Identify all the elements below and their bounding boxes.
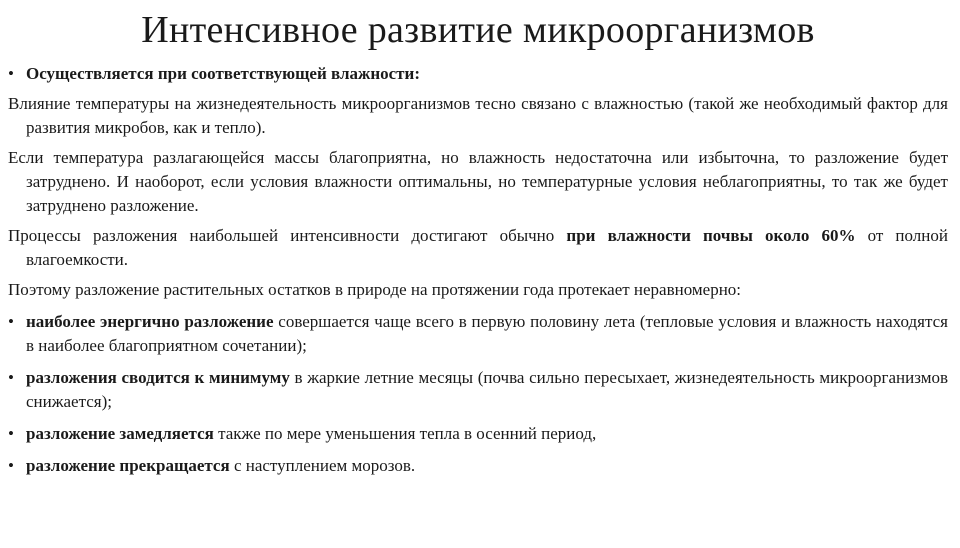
bullet-item-3-text: также по мере уменьшения тепла в осенний период, — [213, 424, 597, 443]
bullet-mark: • — [8, 312, 14, 331]
bullet-item-2-text: в жаркие летние месяцы (почва сильно пересыхает, жизнедеятельность микроорганизмов снижается); — [26, 368, 948, 411]
paragraph-intensity-bold: при влажности почвы около 60% — [566, 226, 856, 245]
bullet-item-1-text: совершается чаще всего в первую половину лета (тепловые условия и влажность находятся в наиболее благоприятном сочетании); — [26, 312, 948, 355]
bullet-item-4 — [8, 454, 948, 478]
intro-bullet — [8, 62, 948, 86]
bullet-item-1-bold: наиболее энергично разложение — [26, 312, 274, 331]
bullet-item-2 — [8, 366, 948, 414]
bullet-item-2-bold: разложения сводится к минимуму — [26, 368, 290, 387]
intro-bold-text: Осуществляется при соответствующей влажности: — [26, 64, 420, 83]
bullet-mark: • — [8, 456, 14, 475]
bullet-mark: • — [8, 424, 14, 443]
bullet-item-1 — [8, 310, 948, 358]
bullet-mark: • — [8, 368, 14, 387]
bullet-item-3-bold: разложение замедляется — [26, 424, 214, 443]
slide — [0, 8, 960, 548]
paragraph-intensity — [8, 224, 948, 272]
paragraph-decomposition-conditions: Если температура разлагающейся массы благоприятна, но влажность недостаточна или избыточна, то разложение будет затруднено. И наоборот, если условия влажности оптимальны, но температурные условия неблагоприятны, то так же будет затруднено разложение. — [8, 148, 948, 215]
bullet-item-3 — [8, 422, 948, 446]
bullet-item-4-bold: разложение прекращается — [26, 456, 230, 475]
paragraph-intensity-pre: Процессы разложения наибольшей интенсивности достигают обычно — [8, 226, 567, 245]
bullet-item-4-text: с наступлением морозов. — [229, 456, 416, 475]
slide-title: Интенсивное развитие микроорганизмов — [141, 9, 815, 51]
paragraph-intensity-post: от полной влагоемкости. — [26, 226, 948, 269]
paragraph-uneven: Поэтому разложение растительных остатков в природе на протяжении года протекает неравномерно: — [8, 280, 742, 299]
bullet-mark: • — [8, 64, 14, 83]
paragraph-temperature-humidity: Влияние температуры на жизнедеятельность микроорганизмов тесно связано с влажностью (такой же необходимый фактор для развития микробов, как и тепло). — [8, 94, 948, 137]
